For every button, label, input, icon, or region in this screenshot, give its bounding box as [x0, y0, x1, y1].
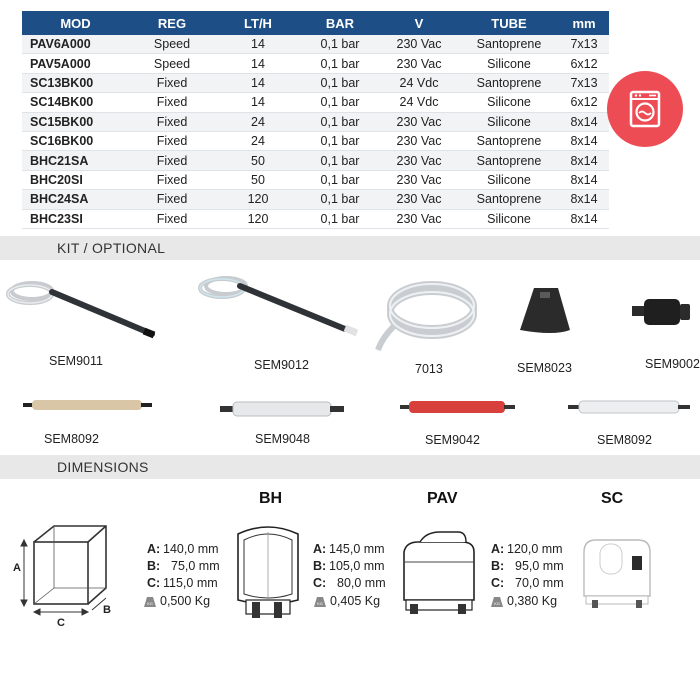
table-cell: 0,1 bar — [301, 112, 379, 131]
kit-item-label: SEM9011 — [49, 354, 103, 368]
table-cell: Fixed — [129, 131, 215, 150]
table-cell: Silicone — [459, 209, 559, 228]
table-cell: 0,1 bar — [301, 190, 379, 209]
kit-item-label: 7013 — [415, 362, 443, 376]
table-cell: 230 Vac — [379, 170, 459, 189]
pav-weight: KG 0,405 Kg — [314, 594, 380, 608]
table-cell: PAV5A000 — [22, 54, 129, 73]
table-cell: Fixed — [129, 190, 215, 209]
table-cell: Silicone — [459, 170, 559, 189]
table-cell: 7x13 — [559, 73, 609, 92]
table-cell: BHC21SA — [22, 151, 129, 170]
table-cell: BHC20SI — [22, 170, 129, 189]
table-row — [22, 151, 609, 170]
kit-item-label: SEM9002 — [645, 357, 700, 371]
table-cell: Fixed — [129, 151, 215, 170]
kit-item-label: SEM8023 — [517, 361, 572, 375]
table-cell: Silicone — [459, 54, 559, 73]
kit-item-label: SEM8092 — [44, 432, 99, 446]
table-header-cell: mm — [559, 11, 609, 35]
table-cell: 0,1 bar — [301, 93, 379, 112]
table-cell: 8x14 — [559, 170, 609, 189]
table-cell: Speed — [129, 54, 215, 73]
axis-label-b: B — [103, 604, 111, 616]
table-cell: Santoprene — [459, 190, 559, 209]
table-cell: Santoprene — [459, 73, 559, 92]
table-cell: SC15BK00 — [22, 112, 129, 131]
table-cell: 230 Vac — [379, 131, 459, 150]
table-cell: 0,1 bar — [301, 54, 379, 73]
table-cell: 24 — [215, 112, 301, 131]
table-cell: 14 — [215, 35, 301, 54]
table-header-cell: TUBE — [459, 11, 559, 35]
model-title-bh: BH — [259, 490, 283, 507]
sc-weight: KG 0,380 Kg — [491, 594, 557, 608]
table-row — [22, 190, 609, 209]
pav-pump-image — [396, 530, 480, 616]
table-cell: 0,1 bar — [301, 131, 379, 150]
washing-machine-badge — [607, 71, 683, 147]
table-cell: 50 — [215, 170, 301, 189]
table-cell: Santoprene — [459, 35, 559, 54]
pav-dim-c: C: 80,0 mm — [313, 576, 386, 590]
table-cell: 0,1 bar — [301, 35, 379, 54]
weight-icon — [314, 595, 326, 607]
sc-dim-c: C: 70,0 mm — [491, 576, 564, 590]
kit-section-header — [0, 236, 700, 260]
table-cell: 14 — [215, 54, 301, 73]
bh-dim-c: C: 115,0 mm — [147, 576, 218, 590]
weight-icon — [491, 595, 503, 607]
table-cell: 230 Vac — [379, 190, 459, 209]
table-row — [22, 131, 609, 150]
table-cell: Fixed — [129, 209, 215, 228]
svg-text:KG: KG — [317, 601, 323, 606]
weight-icon — [144, 595, 156, 607]
table-cell: 230 Vac — [379, 151, 459, 170]
table-cell: BHC24SA — [22, 190, 129, 209]
table-cell: Silicone — [459, 112, 559, 131]
table-cell: 14 — [215, 73, 301, 92]
table-cell: Santoprene — [459, 151, 559, 170]
sem9042-red-tube-image — [398, 397, 518, 417]
sem8092-clear-tube-image — [566, 396, 692, 418]
table-cell: 0,1 bar — [301, 73, 379, 92]
table-cell: BHC23SI — [22, 209, 129, 228]
sc-pump-image — [578, 534, 658, 614]
sem9011-image — [2, 274, 162, 344]
table-cell: 8x14 — [559, 209, 609, 228]
table-cell: 120 — [215, 190, 301, 209]
table-cell: 24 Vdc — [379, 93, 459, 112]
sem9048-tube-image — [218, 398, 346, 420]
pav-dim-b: B: 105,0 mm — [313, 559, 385, 573]
table-row — [22, 93, 609, 112]
table-row — [22, 73, 609, 92]
table-cell: Santoprene — [459, 131, 559, 150]
table-cell: SC13BK00 — [22, 73, 129, 92]
table-cell: SC16BK00 — [22, 131, 129, 150]
table-cell: 24 — [215, 131, 301, 150]
table-header-cell: BAR — [301, 11, 379, 35]
table-cell: 8x14 — [559, 190, 609, 209]
table-cell: 14 — [215, 93, 301, 112]
table-row — [22, 35, 609, 54]
table-cell: 8x14 — [559, 112, 609, 131]
table-cell: 230 Vac — [379, 54, 459, 73]
washing-machine-icon — [629, 90, 661, 128]
bh-weight: KG 0,500 Kg — [144, 594, 210, 608]
table-cell: 7x13 — [559, 35, 609, 54]
model-title-sc: SC — [601, 490, 624, 507]
table-row — [22, 54, 609, 73]
dimensions-section-header — [0, 455, 700, 479]
dimensions-section-title: DIMENSIONS — [57, 459, 149, 475]
sc-dim-b: B: 95,0 mm — [491, 559, 564, 573]
table-cell: 6x12 — [559, 54, 609, 73]
table-header-cell: MOD — [22, 11, 129, 35]
table-header-cell: V — [379, 11, 459, 35]
table-cell: 50 — [215, 151, 301, 170]
kit-item-label: SEM9012 — [254, 358, 309, 372]
table-body — [22, 35, 609, 228]
sem9012-image — [195, 272, 360, 342]
table-row — [22, 112, 609, 131]
table-header-cell: LT/H — [215, 11, 301, 35]
model-title-pav: PAV — [427, 490, 458, 507]
table-cell: Silicone — [459, 93, 559, 112]
table-cell: 0,1 bar — [301, 151, 379, 170]
svg-text:KG: KG — [494, 601, 500, 606]
spec-table — [22, 11, 609, 229]
kit-item-label: SEM9048 — [255, 432, 310, 446]
sem9002-image — [630, 293, 695, 333]
kit-section-title: KIT / OPTIONAL — [57, 240, 166, 256]
table-cell: SC14BK00 — [22, 93, 129, 112]
table-cell: PAV6A000 — [22, 35, 129, 54]
bh-dim-b: B: 75,0 mm — [147, 559, 220, 573]
table-row — [22, 170, 609, 189]
table-cell: 230 Vac — [379, 35, 459, 54]
axis-label-c: C — [57, 617, 65, 629]
kit-item-label: SEM9042 — [425, 433, 480, 447]
table-cell: 8x14 — [559, 131, 609, 150]
axis-label-a: A — [13, 562, 21, 574]
table-cell: 230 Vac — [379, 112, 459, 131]
table-cell: 0,1 bar — [301, 170, 379, 189]
svg-text:KG: KG — [147, 601, 153, 606]
table-cell: 8x14 — [559, 151, 609, 170]
sem8023-image — [514, 284, 574, 340]
table-cell: 230 Vac — [379, 209, 459, 228]
sem8092-tan-tube-image — [20, 395, 155, 415]
dimensions-cube-diagram — [10, 520, 120, 630]
table-cell: 0,1 bar — [301, 209, 379, 228]
table-cell: Fixed — [129, 170, 215, 189]
table-cell: Fixed — [129, 73, 215, 92]
table-cell: Fixed — [129, 93, 215, 112]
table-header-cell: REG — [129, 11, 215, 35]
table-row — [22, 209, 609, 228]
table-header — [22, 11, 609, 35]
table-cell: 120 — [215, 209, 301, 228]
bh-pump-image — [228, 520, 308, 622]
kit-item-label: SEM8092 — [597, 433, 652, 447]
table-cell: 6x12 — [559, 93, 609, 112]
sc-dim-a: A: 120,0 mm — [491, 542, 563, 556]
table-cell: 24 Vdc — [379, 73, 459, 92]
tube-coil-7013-image — [372, 276, 492, 356]
bh-dim-a: A: 140,0 mm — [147, 542, 219, 556]
table-cell: Fixed — [129, 112, 215, 131]
pav-dim-a: A: 145,0 mm — [313, 542, 385, 556]
table-cell: Speed — [129, 35, 215, 54]
